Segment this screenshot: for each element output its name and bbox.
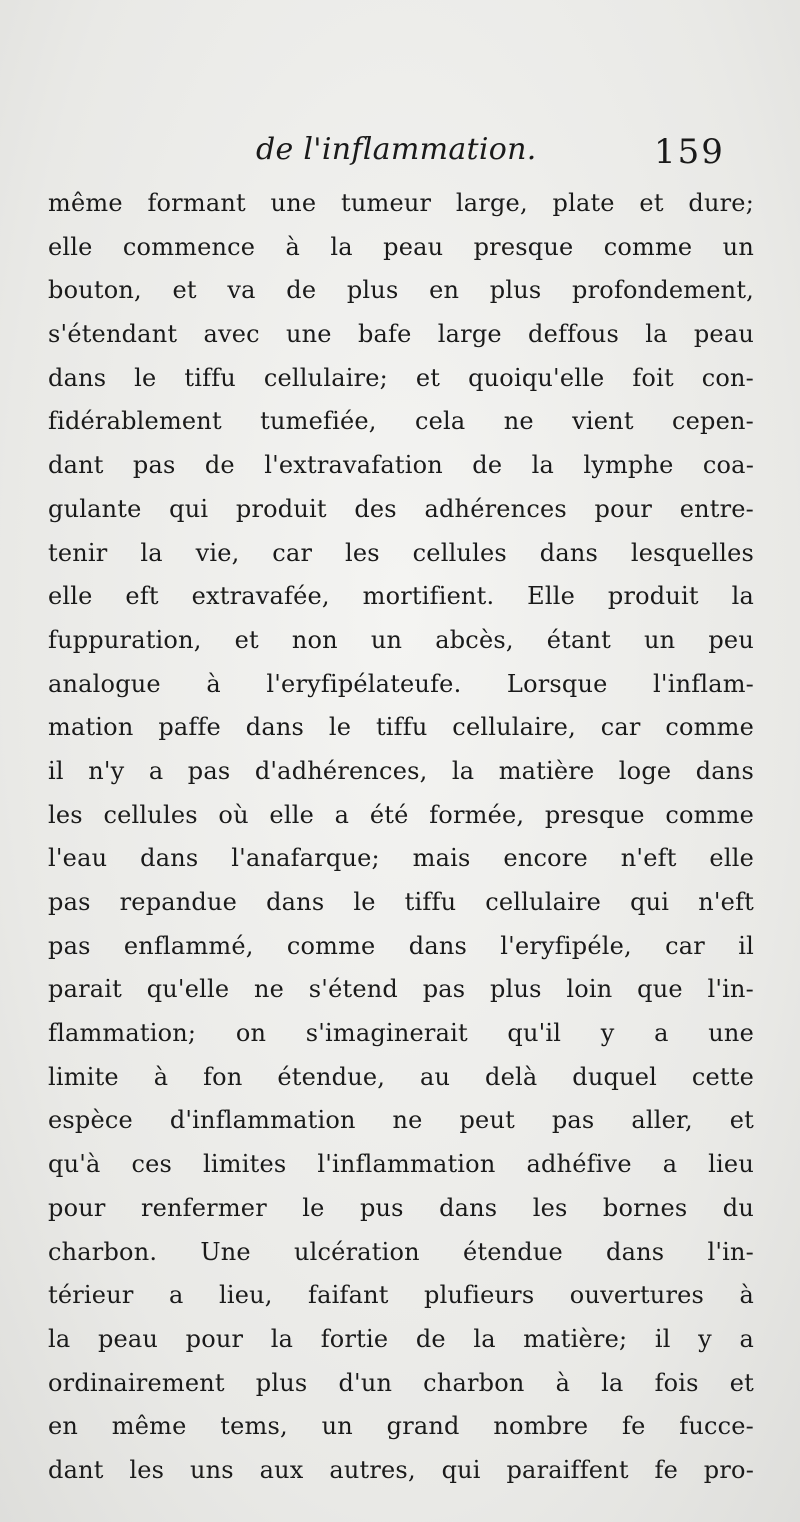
text-line: térieur a lieu, faifant plufieurs ouvertures à: [48, 1281, 754, 1310]
text-line: il n'y a pas d'adhérences, la matière loge dans: [48, 756, 754, 785]
text-line: qu'à ces limites l'inflammation adhéfive a lieu: [48, 1150, 754, 1179]
text-line: parait qu'elle ne s'étend pas plus loin que l'in-: [48, 975, 754, 1004]
page-header: [0, 130, 800, 180]
text-line: bouton, et va de plus en plus profondement,: [48, 276, 754, 305]
text-line: mation paffe dans le tiffu cellulaire, car comme: [48, 713, 754, 742]
text-line: dant les uns aux autres, qui paraiffent fe pro-: [48, 1455, 754, 1484]
text-line: espèce d'inflammation ne peut pas aller, et: [48, 1106, 754, 1135]
body-text: [48, 182, 754, 1493]
text-line: limite à fon étendue, au delà duquel cette: [48, 1062, 754, 1091]
text-line: tenir la vie, car les cellules dans lesquelles: [48, 538, 754, 567]
text-line: dant pas de l'extravafation de la lymphe coa-: [48, 451, 754, 480]
text-line: fuppuration, et non un abcès, étant un peu: [48, 625, 754, 654]
text-line: pas enflammé, comme dans l'eryfipéle, car il: [48, 931, 754, 960]
text-line: pas repandue dans le tiffu cellulaire qui n'eft: [48, 888, 754, 916]
text-line: analogue à l'eryfipélateufe. Lorsque l'inflam-: [48, 669, 754, 698]
text-line: pour renfermer le pus dans les bornes du: [48, 1193, 754, 1222]
text-line: même formant une tumeur large, plate et dure;: [48, 189, 754, 217]
text-line: flammation; on s'imaginerait qu'il y a une: [48, 1019, 754, 1048]
text-line: gulante qui produit des adhérences pour entre-: [48, 494, 754, 523]
running-title: de l'inflammation.: [256, 132, 537, 167]
text-line: dans le tiffu cellulaire; et quoiqu'elle foit con-: [48, 363, 754, 392]
text-line: en même tems, un grand nombre fe fucce-: [48, 1412, 754, 1441]
text-line: les cellules où elle a été formée, presque comme: [48, 800, 754, 829]
text-line: elle eft extravafée, mortifient. Elle produit la: [48, 582, 754, 611]
text-line: ordinairement plus d'un charbon à la fois et: [48, 1368, 754, 1397]
text-line: l'eau dans l'anafarque; mais encore n'eft elle: [48, 844, 754, 873]
page-number: 159: [654, 132, 725, 172]
text-line: charbon. Une ulcération étendue dans l'in-: [48, 1237, 754, 1266]
text-line: fidérablement tumefiée, cela ne vient cepen-: [48, 407, 754, 436]
text-line: la peau pour la fortie de la matière; il y a: [48, 1324, 754, 1353]
text-line: elle commence à la peau presque comme un: [48, 232, 754, 261]
text-line: s'étendant avec une bafe large deffous la peau: [48, 320, 754, 349]
